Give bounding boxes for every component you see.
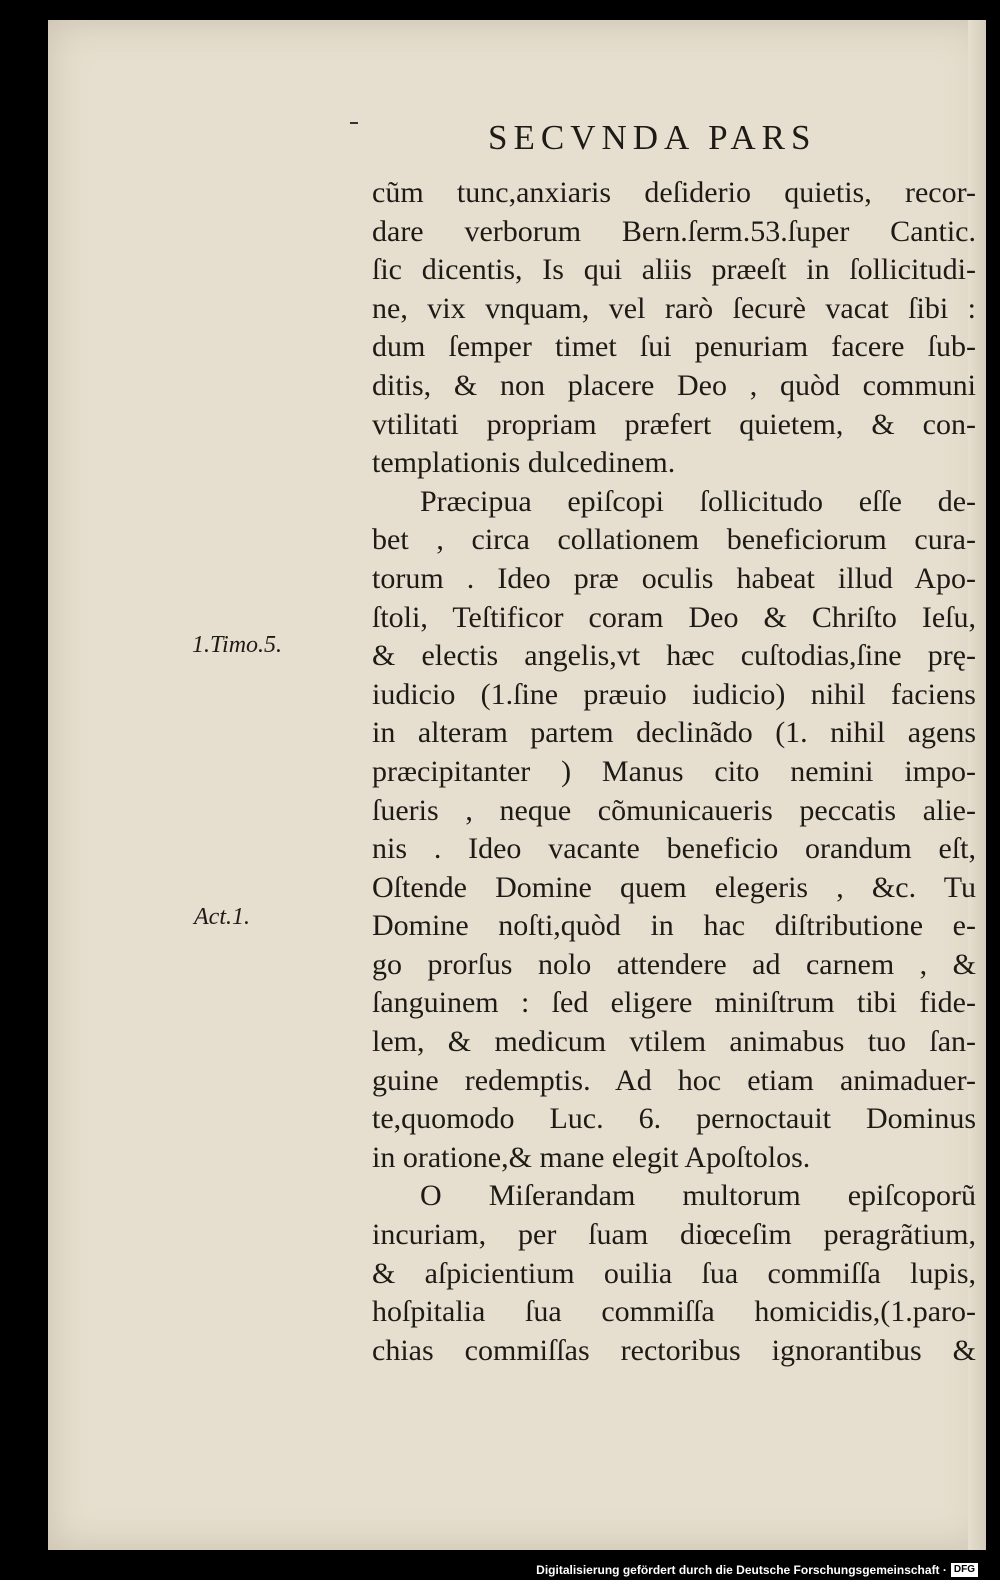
print-mark xyxy=(350,122,358,124)
text-line: go prorſus nolo attendere ad carnem , & xyxy=(372,947,976,981)
text-line: ſanguinem : ſed eligere miniſtrum tibi fide- xyxy=(372,986,976,1020)
text-line: nis . Ideo vacante beneficio orandum eſt, xyxy=(372,832,976,866)
text-line: præcipitanter ) Manus cito nemini impo- xyxy=(372,754,976,788)
text-line: hoſpitalia ſua commiſſa homicidis,(1.paro- xyxy=(372,1295,976,1329)
text-line: iudicio (1.ſine præuio iudicio) nihil faciens xyxy=(372,677,976,711)
text-line: ſtoli, Teſtificor coram Deo & Chriſto Ieſu, xyxy=(372,600,976,634)
running-head: SECVNDA PARS xyxy=(488,118,817,157)
text-line: O Miſerandam multorum epiſcoporũ xyxy=(420,1179,976,1213)
text-line: ſic dicentis, Is qui aliis præeſt in ſollicitudi- xyxy=(372,253,976,287)
dfg-logo: DFG xyxy=(951,1563,978,1577)
text-line: vtilitati propriam præfert quietem, & con- xyxy=(372,407,976,441)
text-line: guine redemptis. Ad hoc etiam animaduer- xyxy=(372,1063,976,1097)
text-line: Oſtende Domine quem elegeris , &c. Tu xyxy=(372,870,976,904)
text-line: te,quomodo Luc. 6. pernoctauit Dominus xyxy=(372,1102,976,1136)
text-line: lem, & medicum vtilem animabus tuo ſan- xyxy=(372,1025,976,1059)
text-line: ſueris , neque cõmunicaueris peccatis alie- xyxy=(372,793,976,827)
credit-text: Digitalisierung gefördert durch die Deutsche Forschungsgemeinschaft · xyxy=(536,1563,947,1577)
text-line: dum ſemper timet ſui penuriam facere ſub- xyxy=(372,330,976,364)
text-line: Domine noſti,quòd in hac diſtributione e- xyxy=(372,909,976,943)
text-line: templationis dulcedinem. xyxy=(372,446,676,480)
text-line: in oratione,& mane elegit Apoſtolos. xyxy=(372,1140,811,1174)
text-line: dare verborum Bern.ſerm.53.ſuper Cantic. xyxy=(372,214,976,248)
book-page xyxy=(48,20,986,1550)
text-line: Præcipua epiſcopi ſollicitudo eſſe de- xyxy=(420,484,976,518)
text-line: bet , circa collationem beneficiorum cura- xyxy=(372,523,976,557)
body-text xyxy=(372,174,976,1370)
text-line: & electis angelis,vt hæc cuſtodias,ſine prę- xyxy=(372,639,976,673)
text-line: torum . Ideo præ oculis habeat illud Apo- xyxy=(372,561,976,595)
text-line: & aſpicientium ouilia ſua commiſſa lupis, xyxy=(372,1256,976,1290)
margin-note-acts: Act.1. xyxy=(194,904,250,930)
text-line: cũm tunc,anxiaris deſiderio quietis, recor- xyxy=(372,176,976,209)
digitization-credit xyxy=(536,1563,978,1577)
text-line: incuriam, per ſuam diœceſim peragrãtium, xyxy=(372,1218,976,1252)
margin-note-timothy: 1.Timo.5. xyxy=(192,632,283,658)
text-line: ditis, & non placere Deo , quòd communi xyxy=(372,368,976,402)
text-line: in alteram partem declinãdo (1. nihil agens xyxy=(372,716,976,750)
text-line: chias commiſſas rectoribus ignorantibus & xyxy=(372,1333,976,1367)
text-line: ne, vix vnquam, vel rarò ſecurè vacat ſibi : xyxy=(372,291,976,325)
